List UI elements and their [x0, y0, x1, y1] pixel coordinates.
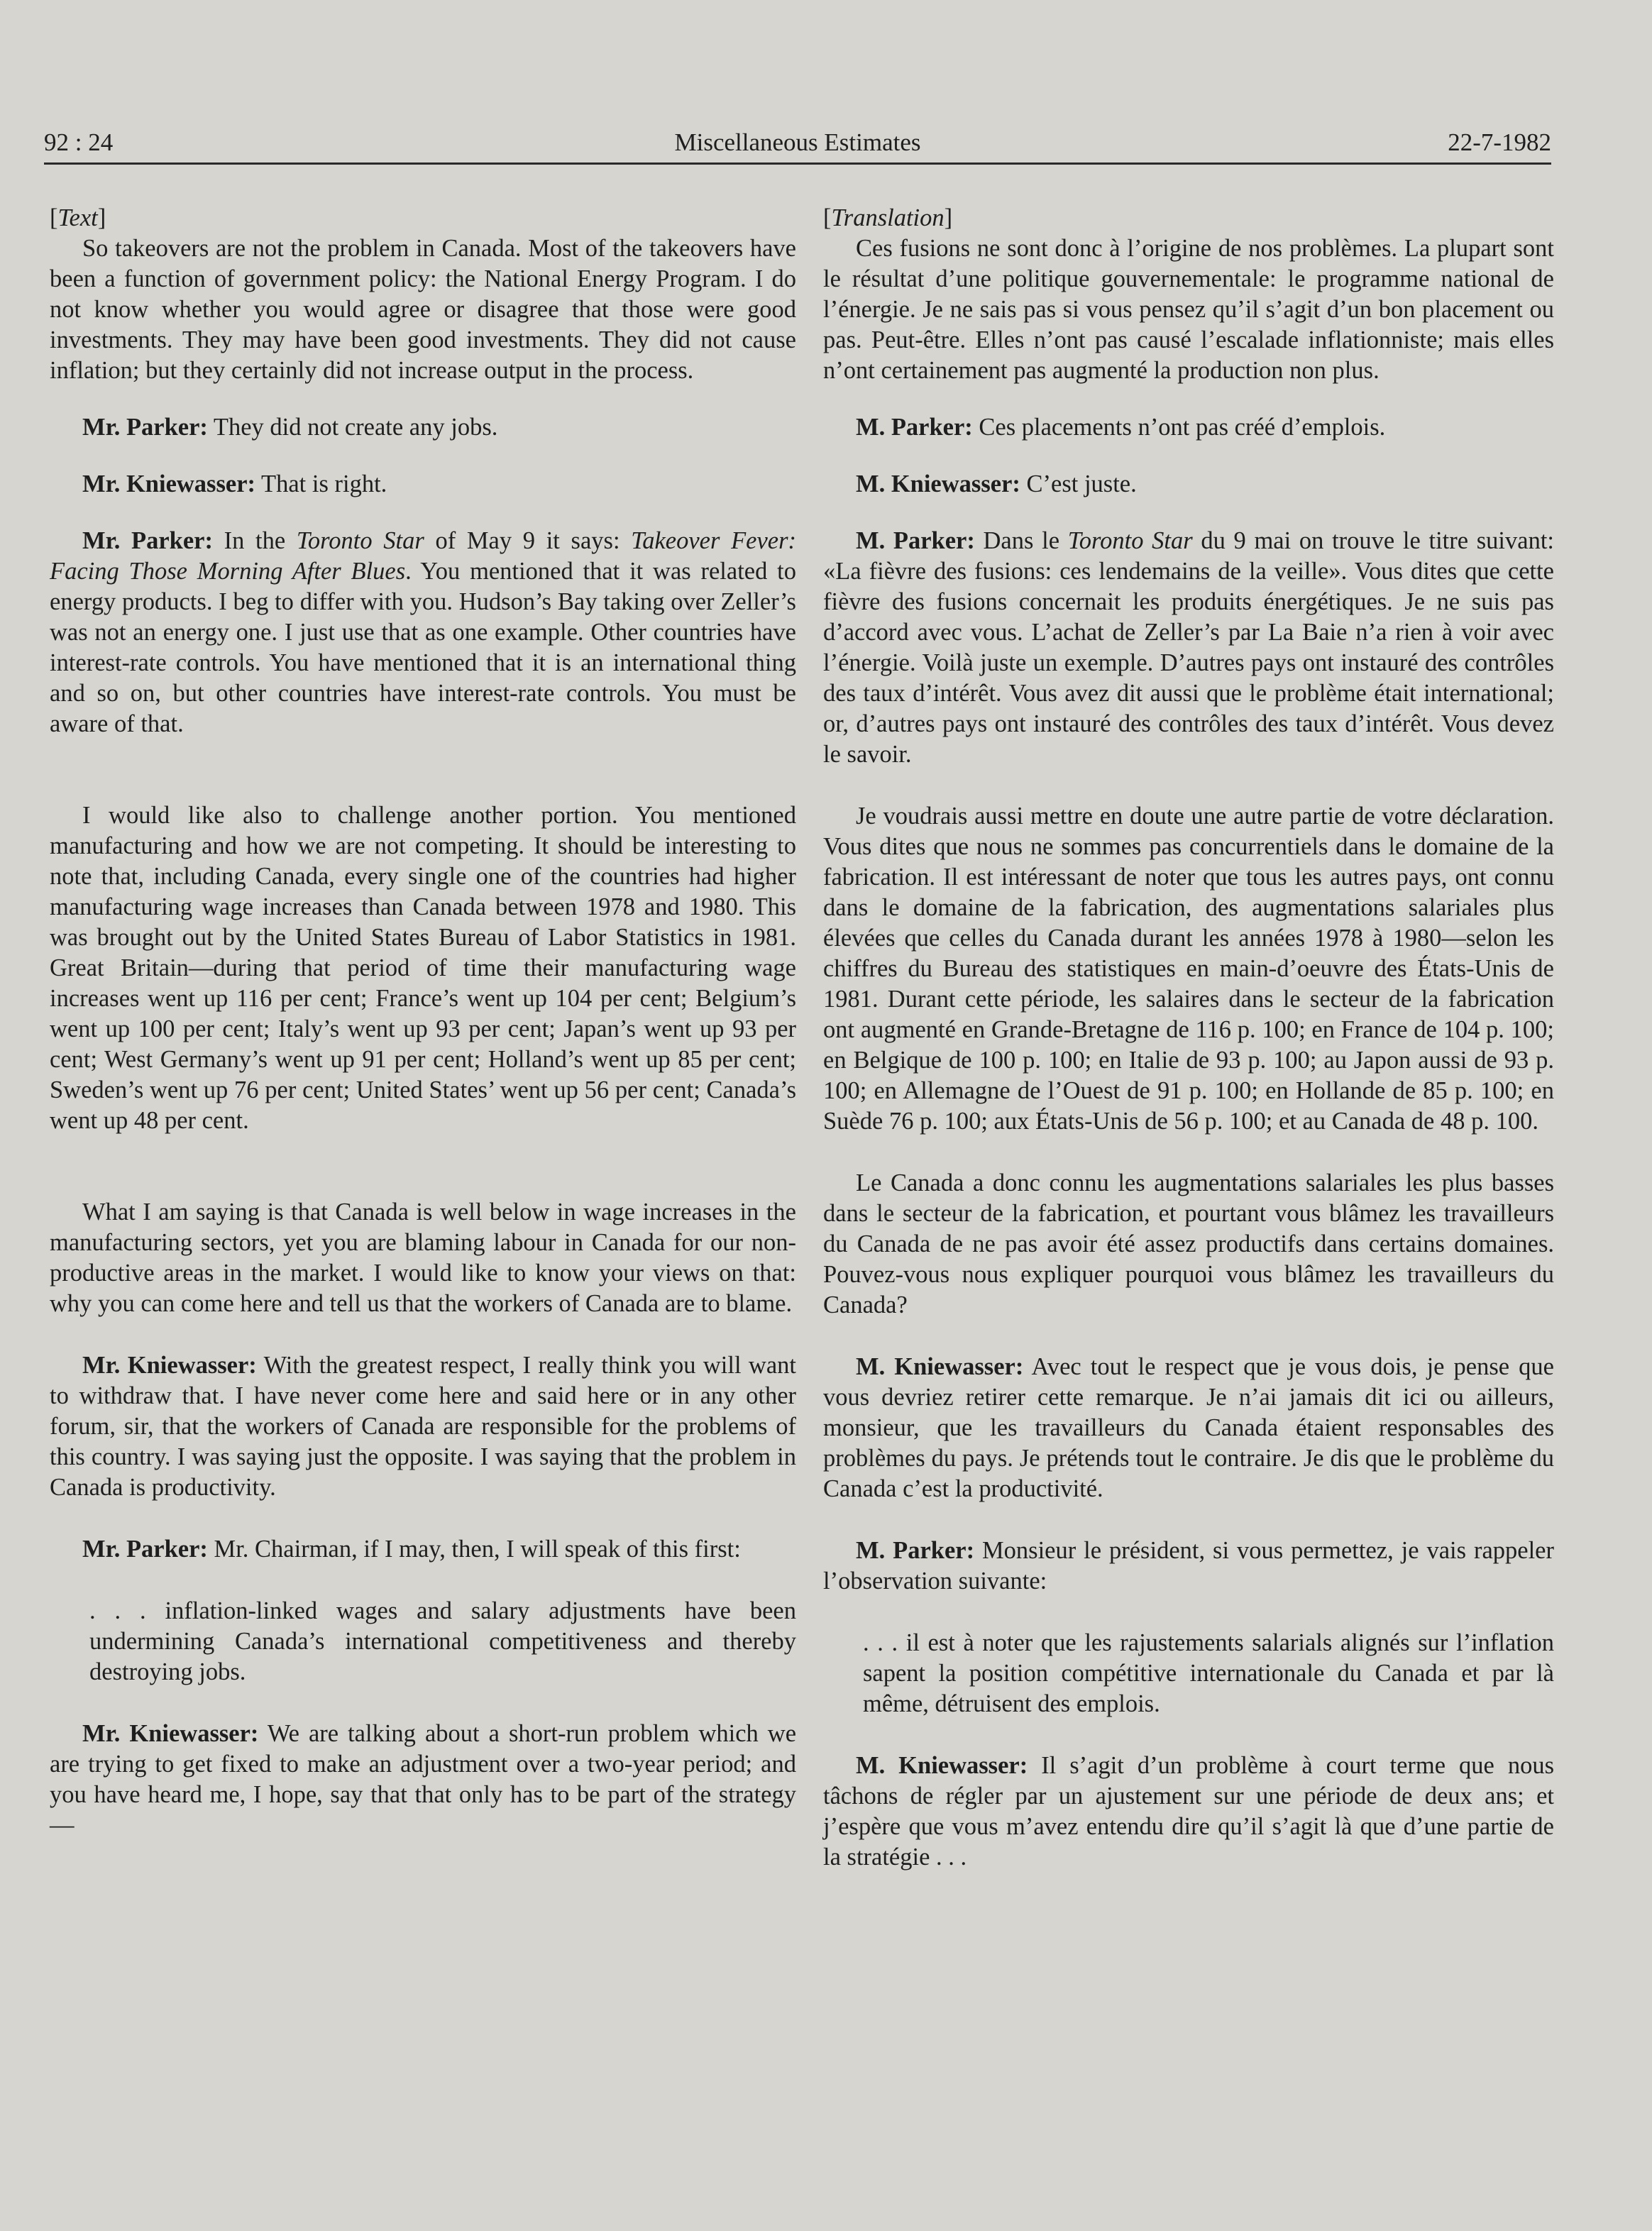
speaker-name: M. Kniewasser:: [856, 470, 1020, 497]
section-label: [Text]: [50, 204, 106, 231]
speaker-name: M. Parker:: [856, 527, 975, 554]
speech-paragraph: M. Kniewasser: Il s’agit d’un problème à court terme que nous tâchons de régler par un ajustement sur une période de deux ans; et j’espère que vous m’avez entendu dire qu’il s’agit là que d’une partie de la stratégie . . .: [823, 1752, 1554, 1871]
running-title: Miscellaneous Estimates: [674, 128, 921, 156]
french-column: [823, 203, 1554, 1873]
header-date: 22-7-1982: [1448, 128, 1551, 156]
english-column: [50, 203, 796, 1841]
speaker-name: M. Kniewasser:: [856, 1353, 1024, 1380]
page-header: [44, 124, 1551, 161]
speech-paragraph: M. Parker: Dans le Toronto Star du 9 mai on trouve le titre suivant: «La fièvre des fusions: ces lendemains de la veille». Vous dites que cette fièvre des fusions concernait les produits énergétiques. Je ne suis pas d’accord avec vous. L’achat de Zeller’s par La Baie n’a rien à voir avec l’énergie. Voilà juste un exemple. D’autres pays ont instauré des contrôles des taux d’intérêt. Vous avez dit aussi que le problème était international; or, d’autres pays ont instauré des contrôles des taux d’intérêt. Vous devez le savoir.: [823, 527, 1554, 768]
newspaper-title: Toronto Star: [1067, 527, 1193, 554]
speaker-name: Mr. Parker:: [82, 414, 208, 441]
speech-paragraph: M. Kniewasser: C’est juste.: [856, 470, 1137, 497]
paragraph: Le Canada a donc connu les augmentations salariales les plus basses dans le secteur de la fabrication, et pourtant vous blâmez les travailleurs du Canada de ne pas avoir été assez productifs dans certains domaines. Pouvez-vous nous expliquer pourquoi vous blâmez les travailleurs du Canada?: [823, 1169, 1554, 1318]
speaker-name: Mr. Kniewasser:: [82, 1352, 257, 1379]
speech-paragraph: Mr. Kniewasser: We are talking about a short-run problem which we are trying to get fixed to make an adjustment over a two-year period; and you have heard me, I hope, say that that only has to be part of the strategy—: [50, 1720, 797, 1839]
paragraph: I would like also to challenge another portion. You mentioned manufacturing and how we are not competing. It should be interesting to note that, including Canada, every single one of the countries had higher manufacturing wage increases than Canada between 1978 and 1980. This was brought out by the United States Bureau of Labor Statistics in 1981. Great Britain—during that period of time their manufacturing wage increases went up 116 per cent; France’s went up 104 per cent; Belgium’s went up 100 per cent; Italy’s went up 93 per cent; Japan’s went up 93 per cent; West Germany’s went up 91 per cent; Holland’s went up 85 per cent; Sweden’s went up 76 per cent; United States’ went up 56 per cent; Canada’s went up 48 per cent.: [50, 802, 796, 1134]
section-label: [Translation]: [823, 204, 953, 231]
page-number: 92 : 24: [44, 128, 114, 156]
speaker-name: Mr. Kniewasser:: [82, 1720, 259, 1747]
block-quote: . . . il est à noter que les rajustements salarials alignés sur l’inflation sapent la position compétitive internationale du Canada et par là même, détruisent des emplois.: [863, 1629, 1554, 1717]
speech-paragraph: M. Parker: Ces placements n’ont pas créé d’emplois.: [856, 414, 1386, 441]
speech-paragraph: Mr. Kniewasser: With the greatest respect, I really think you will want to withdraw that. I have never come here and said here or in any other forum, sir, that the workers of Canada are responsible for the problems of this country. I was saying just the opposite. I was saying that the problem in Canada is productivity.: [50, 1352, 796, 1501]
paragraph: What I am saying is that Canada is well below in wage increases in the manufacturing sectors, yet you are blaming labour in Canada for our non-productive areas in the market. I would like to know your views on that: why you can come here and tell us that the workers of Canada are to blame.: [50, 1199, 796, 1317]
header-rule: [44, 162, 1551, 165]
block-quote: . . . inflation-linked wages and salary adjustments have been undermining Canada’s international competitiveness and thereby destroying jobs.: [89, 1597, 796, 1685]
speech-paragraph: Mr. Parker: In the Toronto Star of May 9 it says: Takeover Fever: Facing Those Morning After Blues. You mentioned that it was related to energy products. I beg to differ with you. Hudson’s Bay taking over Zeller’s was not an energy one. I just use that as one example. Other countries have interest-rate controls. You have mentioned that it is an international thing and so on, but other countries have interest-rate controls. You must be aware of that.: [50, 527, 797, 737]
speech-paragraph: Mr. Parker: Mr. Chairman, if I may, then, I will speak of this first:: [82, 1536, 741, 1563]
paragraph: Ces fusions ne sont donc à l’origine de nos problèmes. La plupart sont le résultat d’une politique gouvernementale: le programme national de l’énergie. Je ne sais pas si vous pensez qu’il s’agit d’un bon placement ou pas. Peut-être. Elles n’ont pas causé l’escalade inflationniste; mais elles n’ont certainement pas augmenté la production non plus.: [823, 235, 1554, 384]
speaker-name: Mr. Kniewasser:: [82, 470, 256, 497]
speech-paragraph: M. Parker: Monsieur le président, si vous permettez, je vais rappeler l’observation suivante:: [823, 1537, 1554, 1594]
paragraph: So takeovers are not the problem in Canada. Most of the takeovers have been a function of government policy: the National Energy Program. I do not know whether you would agree or disagree that those were good investments. They may have been good investments. They did not cause inflation; but they certainly did not increase output in the process.: [50, 235, 796, 384]
speech-paragraph: Mr. Kniewasser: That is right.: [82, 470, 387, 497]
speaker-name: M. Parker:: [856, 1537, 975, 1564]
paragraph: Je voudrais aussi mettre en doute une autre partie de votre déclaration. Vous dites que nous ne sommes pas concurrentiels dans le domaine de la fabrication. Il est intéressant de noter que tous les autres pays, ont connu dans le domaine de la fabrication, des augmentations salariales plus élevées que celles du Canada durant les années 1978 à 1980—selon les chiffres du Bureau des statistiques en main-d’oeuvre des États-Unis de 1981. Durant cette période, les salaires dans le secteur de la fabrication ont augmenté en Grande-Bretagne de 116 p. 100; en France de 104 p. 100; en Belgique de 100 p. 100; en Italie de 93 p. 100; au Japon aussi de 93 p. 100; en Allemagne de l’Ouest de 91 p. 100; en Hollande de 85 p. 100; en Suède 76 p. 100; aux États-Unis de 56 p. 100; et au Canada de 48 p. 100.: [823, 803, 1554, 1135]
newspaper-title: Toronto Star: [296, 527, 424, 554]
speaker-name: Mr. Parker:: [82, 1536, 208, 1563]
speaker-name: M. Kniewasser:: [856, 1752, 1028, 1779]
speech-paragraph: M. Kniewasser: Avec tout le respect que je vous dois, je pense que vous devriez retirer cette remarque. Je n’ai jamais dit ici ou ailleurs, monsieur, que les travailleurs du Canada étaient responsables des problèmes du pays. Je prétends tout le contraire. Je dis que le problème du Canada c’est la productivité.: [823, 1353, 1554, 1502]
article-headline: Takeover Fever: Facing Those Morning After Blues: [50, 527, 797, 585]
speaker-name: Mr. Parker:: [82, 527, 213, 554]
speech-paragraph: Mr. Parker: They did not create any jobs.: [82, 414, 498, 441]
speaker-name: M. Parker:: [856, 414, 973, 441]
